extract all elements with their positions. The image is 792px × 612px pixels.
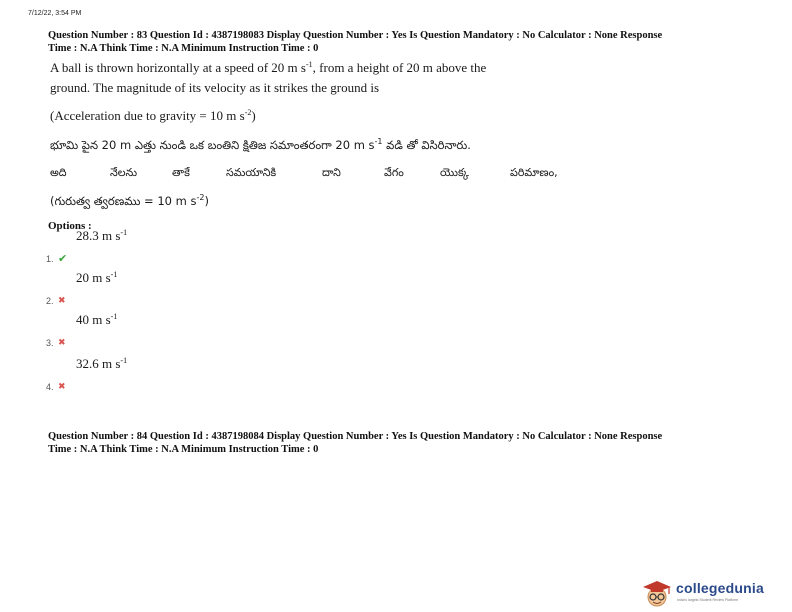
telugu-word: దాని	[322, 166, 341, 179]
collegedunia-logo	[640, 578, 790, 608]
logo-brand: collegedunia	[676, 580, 764, 596]
question-83-header-line1: Question Number : 83 Question Id : 4387198083 Display Question Number : Yes Is Question Mandatory : No Calculator : None Response	[48, 30, 663, 41]
telugu-gravity-note: (గురుత్వ త్వరణము = 10 m $s^{-2}$)	[50, 193, 209, 208]
option-2[interactable]	[46, 270, 346, 306]
telugu-word: యొక్క	[440, 166, 470, 179]
cross-icon: ✖	[58, 338, 66, 348]
option-value: 40 m $s^{-1}$	[76, 312, 118, 327]
check-icon: ✔	[58, 252, 68, 265]
option-number: 3.	[46, 338, 54, 348]
telugu-word: వేగం	[384, 166, 404, 179]
option-value: 20 m $s^{-1}$	[76, 270, 118, 285]
telugu-question-line2	[50, 166, 590, 184]
question-83-header	[48, 29, 768, 55]
question-text-line2: ground. The magnitude of its velocity as it strikes the ground is	[50, 80, 380, 95]
option-value: 28.3 m $s^{-1}$	[76, 228, 128, 243]
question-84-header-line2: Time : N.A Think Time : N.A Minimum Instruction Time : 0	[48, 444, 319, 455]
option-number: 1.	[46, 254, 54, 264]
telugu-word: నేలను	[110, 166, 138, 179]
print-timestamp: 7/12/22, 3:54 PM	[28, 10, 82, 17]
option-number: 2.	[46, 296, 54, 306]
telugu-question-line1: భూమి పైన 20 m ఎత్తు నుండి ఒక బంతిని క్షితిజ సమాంతరంగా 20 m $s^{-1}$ వడి తో విసిరినారు.	[50, 137, 471, 152]
gravity-note: (Acceleration due to gravity = 10 m $s^{-2}$)	[50, 108, 256, 123]
telugu-word: పరిమాణం,	[510, 166, 558, 179]
question-84-header-line1: Question Number : 84 Question Id : 4387198084 Display Question Number : Yes Is Question Mandatory : No Calculator : None Response	[48, 431, 663, 442]
question-83-text	[50, 58, 610, 98]
logo-tagline: India's largest Student Review Platform	[677, 598, 738, 602]
telugu-word: సమయానికి	[226, 166, 277, 179]
telugu-word: తాకే	[172, 166, 190, 179]
option-value: 32.6 m $s^{-1}$	[76, 356, 128, 371]
option-4[interactable]	[46, 356, 346, 392]
option-3[interactable]	[46, 312, 346, 348]
question-83-header-line2: Time : N.A Think Time : N.A Minimum Instruction Time : 0	[48, 43, 319, 54]
option-1[interactable]	[46, 228, 346, 264]
telugu-word: అది	[50, 166, 67, 179]
cross-icon: ✖	[58, 296, 66, 306]
question-84-header	[48, 430, 768, 456]
question-text-line1: A ball is thrown horizontally at a speed of 20 m $s^{-1}$, from a height of 20 m above the	[50, 60, 487, 75]
option-number: 4.	[46, 382, 54, 392]
options-label: Options :	[48, 220, 92, 232]
cross-icon: ✖	[58, 382, 66, 392]
graduate-mascot-icon	[640, 578, 674, 608]
